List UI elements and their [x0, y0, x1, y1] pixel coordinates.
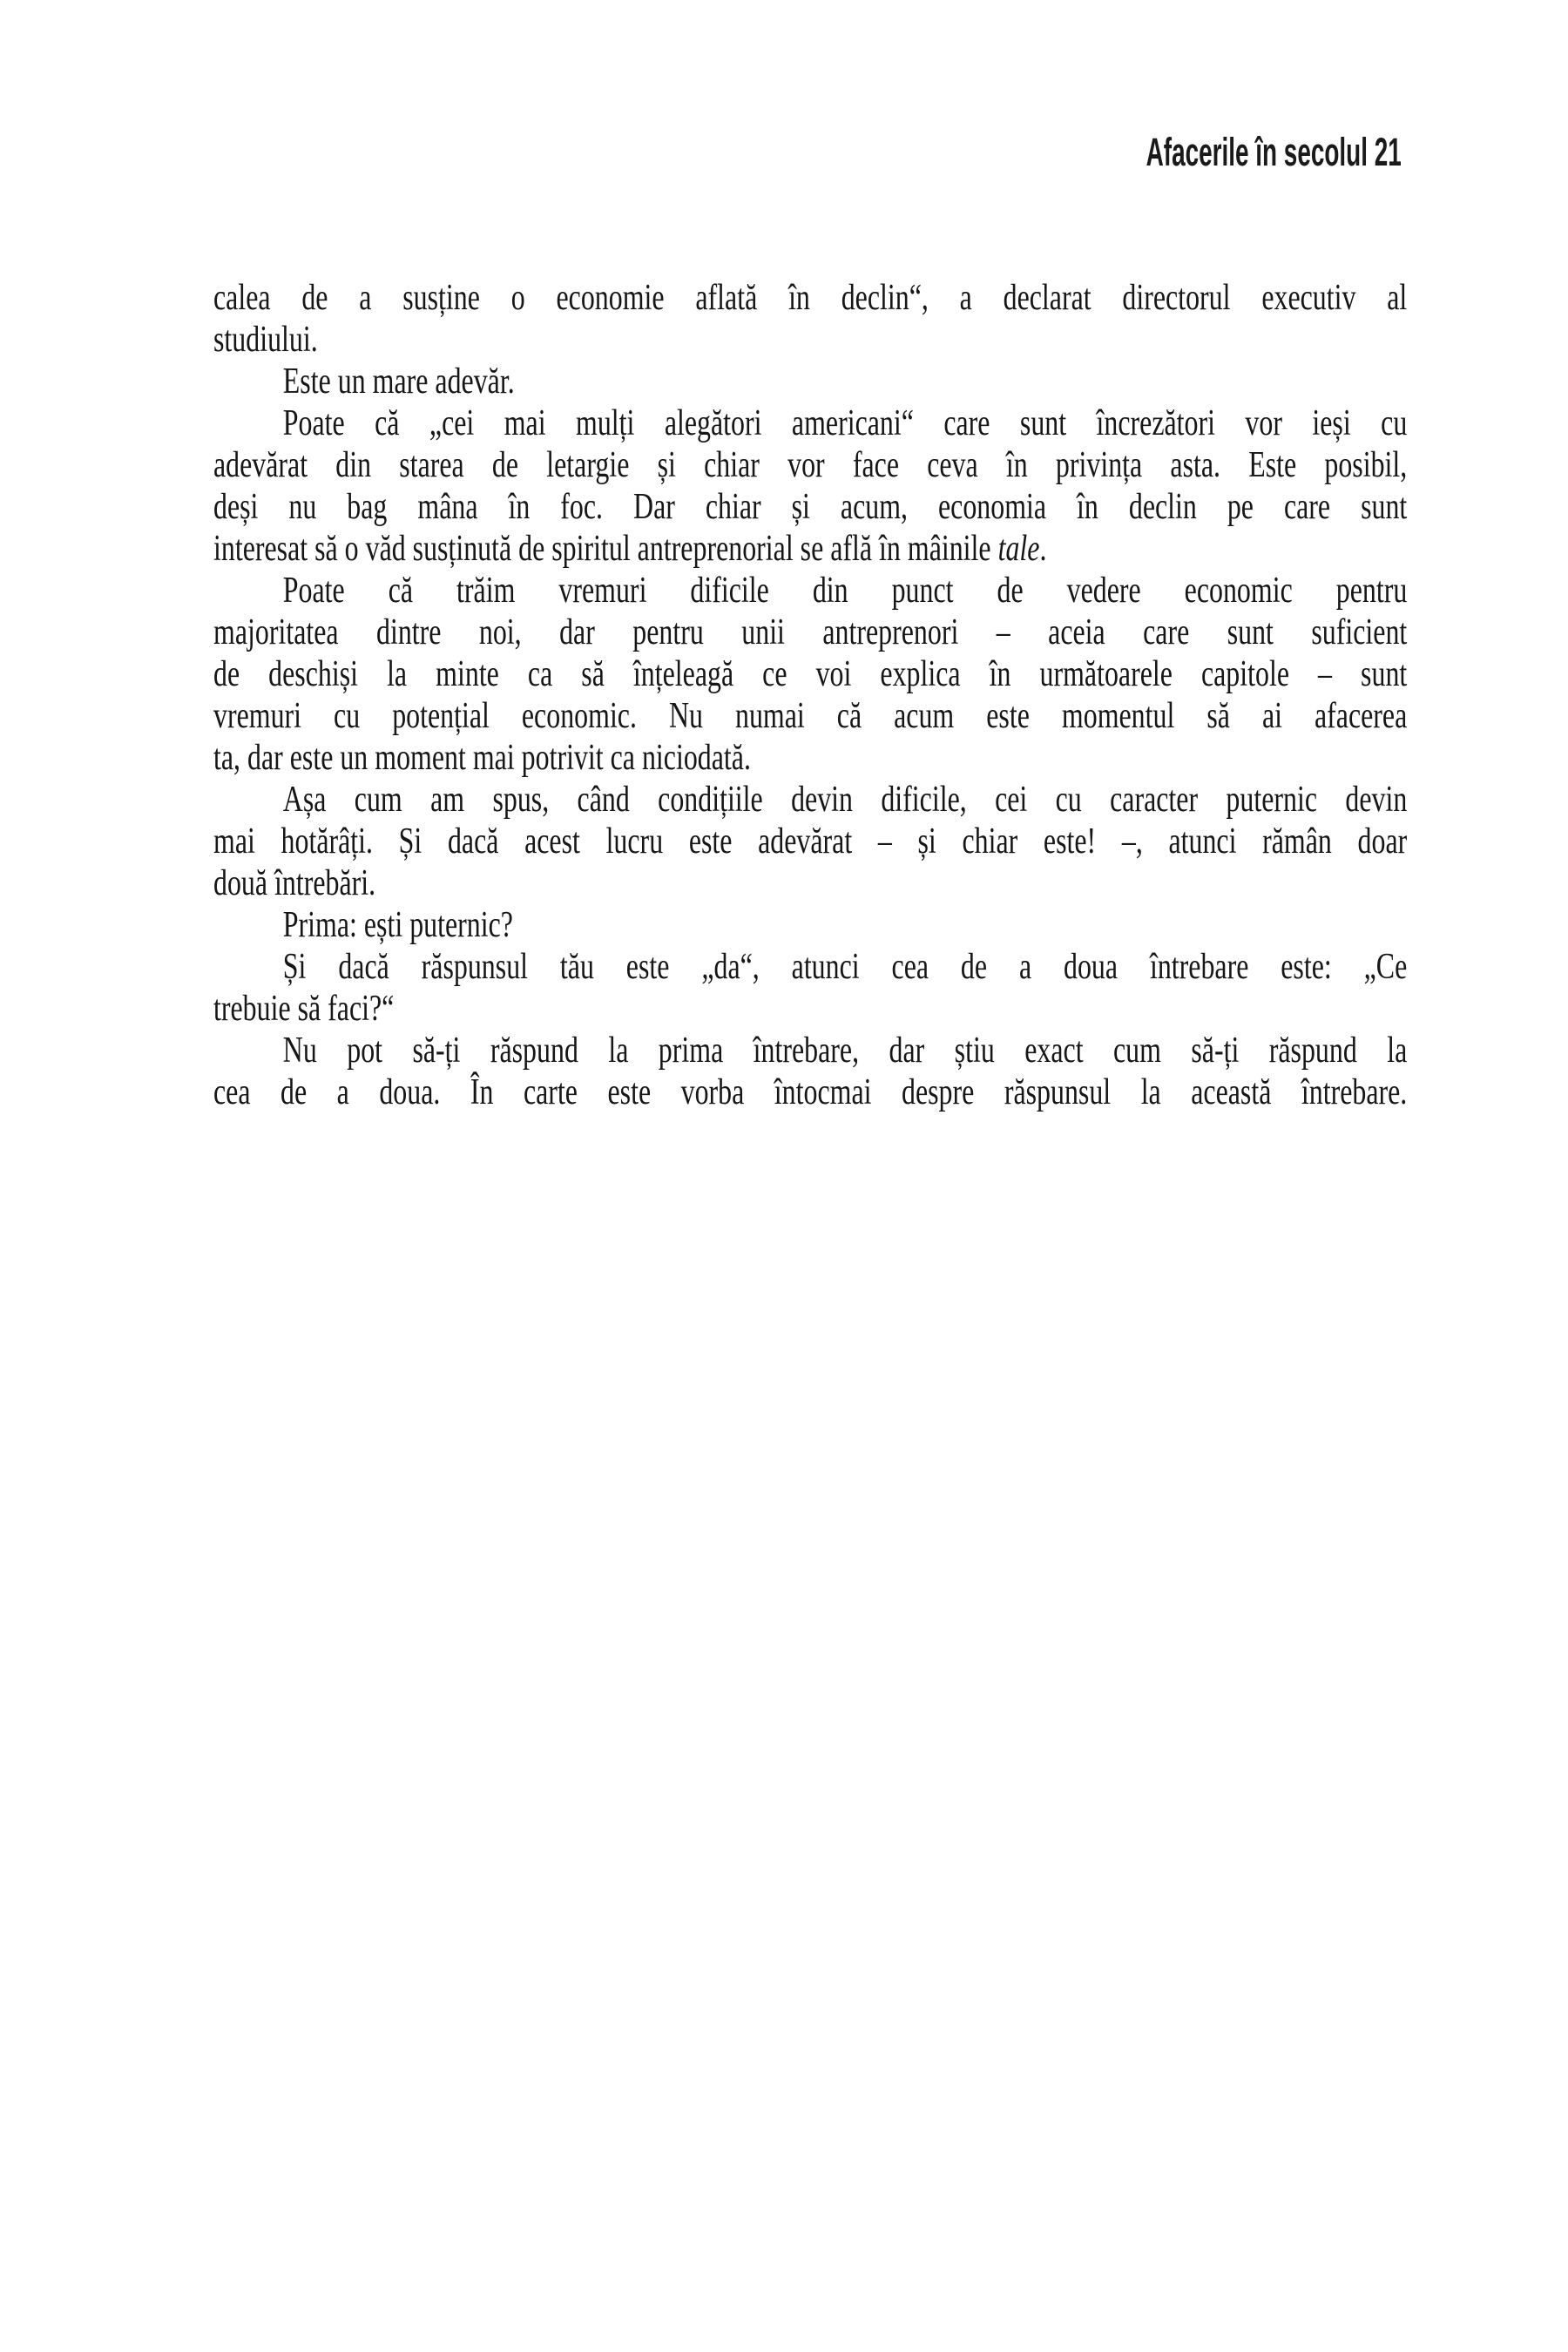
text-line: deși nu bag mâna în foc. Dar chiar și acum, economia în declin pe care sunt [213, 487, 1408, 527]
text-line: Așa cum am spus, când condițiile devin dificile, cei cu caracter puternic devin [282, 780, 1408, 820]
paragraph [213, 904, 1407, 946]
text-line: Poate că „cei mai mulți alegători americani“ care sunt încrezători vor ieși cu [282, 403, 1408, 443]
text-segment: . [1039, 529, 1047, 569]
text-line: Poate că trăim vremuri dificile din punct de vedere economic pentru [282, 571, 1408, 611]
paragraph [213, 402, 1407, 570]
text-line [213, 528, 1407, 570]
paragraph [213, 946, 1407, 1030]
text-segment: interesat să o văd susținută de spiritul antreprenorial se află în mâinile [213, 529, 998, 569]
text-block [213, 277, 1407, 1113]
text-line: studiului. [213, 320, 318, 360]
italic-text: tale [997, 529, 1040, 569]
text-line: mai hotărâți. Și dacă acest lucru este adevărat – și chiar este! –, atunci rămân doar [213, 821, 1408, 862]
text-line: adevărat din starea de letargie și chiar vor face ceva în privința asta. Este posibil, [213, 445, 1408, 485]
text-line: Și dacă răspunsul tău este „da“, atunci cea de a doua întrebare este: „Ce [282, 947, 1408, 987]
paragraph [213, 361, 1407, 402]
paragraph [213, 277, 1407, 361]
text-line: două întrebări. [213, 863, 376, 903]
paragraph [213, 779, 1407, 904]
running-head: Afacerile în secolul 21 [1146, 130, 1402, 174]
text-line: de deschiși la minte ca să înțeleagă ce voi explica în următoarele capitole – sunt [213, 654, 1408, 694]
text-line: trebuie să faci?“ [213, 989, 395, 1029]
text-line: Prima: ești puternic? [282, 905, 513, 945]
text-line: vremuri cu potențial economic. Nu numai că acum este momentul să ai afacerea [213, 696, 1408, 736]
text-line: ta, dar este un moment mai potrivit ca niciodată. [213, 738, 751, 778]
text-line: Este un mare adevăr. [282, 362, 515, 402]
text-line: cea de a doua. În carte este vorba întocmai despre răspunsul la această întrebare. [213, 1072, 1408, 1112]
text-line: Nu pot să-ți răspund la prima întrebare, dar știu exact cum să-ți răspund la [282, 1031, 1408, 1071]
text-line: majoritatea dintre noi, dar pentru unii antreprenori – aceia care sunt suficient [213, 612, 1408, 652]
text-line: calea de a susține o economie aflată în declin“, a declarat directorul executiv al [213, 278, 1408, 318]
paragraph [213, 570, 1407, 779]
paragraph [213, 1030, 1407, 1113]
